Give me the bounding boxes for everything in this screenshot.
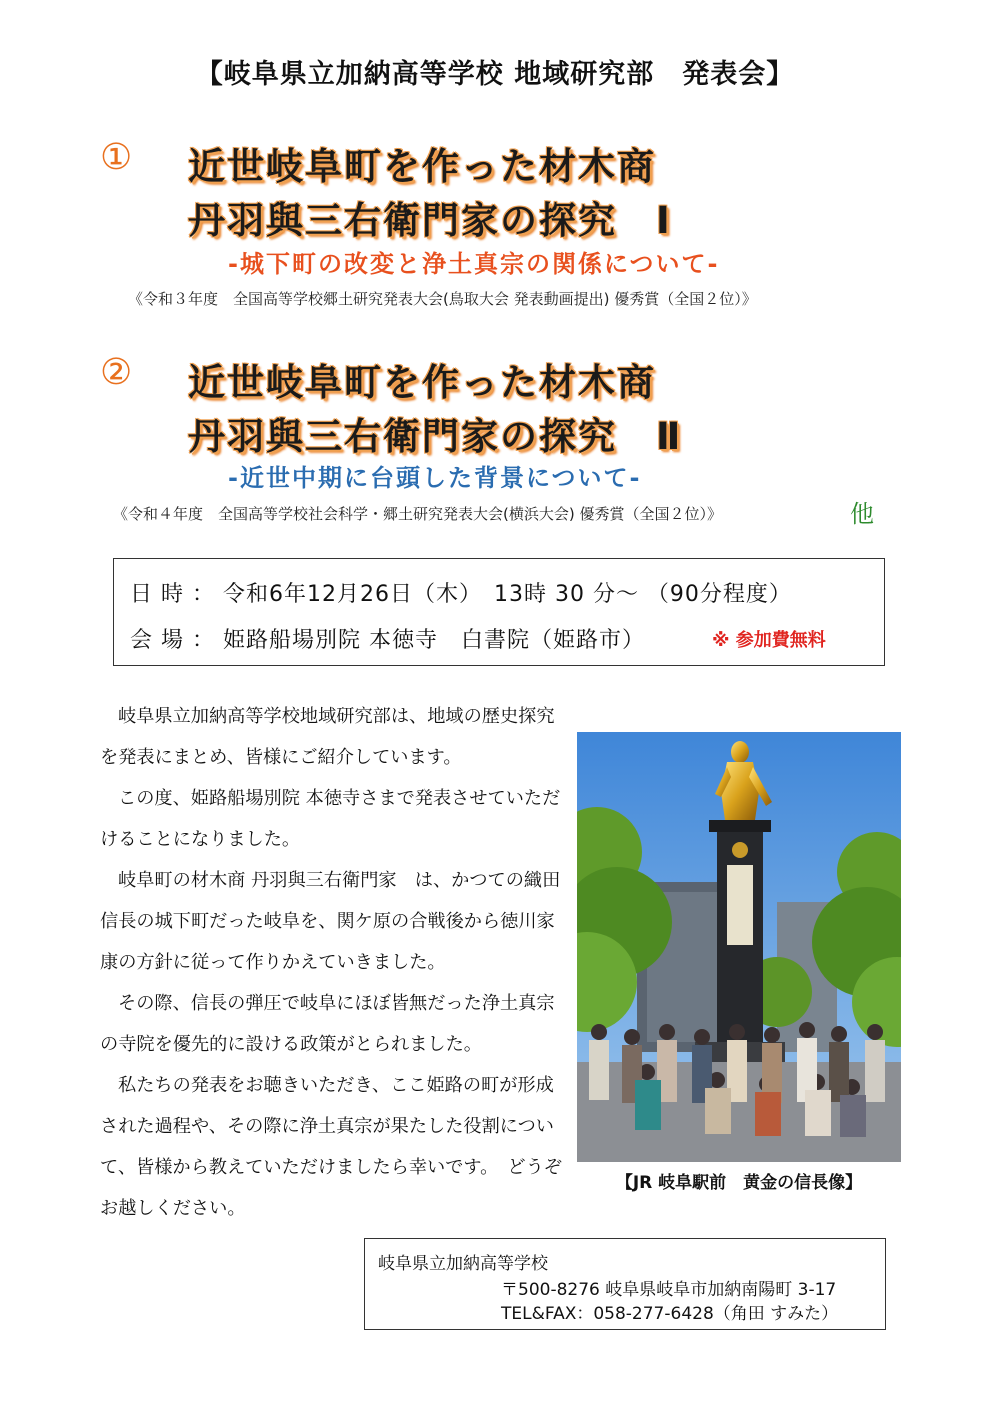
event-info-box: [113, 558, 885, 666]
body-text: [100, 696, 562, 1229]
contact-box: [364, 1238, 886, 1330]
event-venue: 会 場 ： 姫路船場別院 本徳寺 白書院（姫路市）: [130, 628, 645, 653]
item-1-title-line1: 近世岐阜町を作った材木商: [188, 145, 656, 188]
school-contact: TEL&FAX：058-277-6428（角田 すみた）: [501, 1304, 839, 1324]
item-2-award: 《令和４年度 全国高等学校社会科学・郷土研究発表大会(横浜大会) 優秀賞（全国２位）》: [113, 505, 722, 523]
photo-caption: 【JR 岐阜駅前 黄金の信長像】: [615, 1173, 863, 1193]
event-datetime: 日 時 ： 令和6年12月26日（木） 13時 30 分～ （90分程度）: [130, 582, 792, 607]
body-paragraph-4: その際、信長の弾圧で岐阜にほぼ皆無だった浄土真宗の寺院を優先的に設ける政策がとられました。: [100, 993, 555, 1055]
item-2-subtitle: -近世中期に台頭した背景について-: [228, 464, 642, 492]
item-2-title-line1: 近世岐阜町を作った材木商: [188, 361, 656, 404]
other-label: 他: [850, 500, 874, 528]
nobunaga-statue-photo: [577, 732, 901, 1162]
item-1-subtitle: -城下町の改変と浄土真宗の関係について-: [228, 250, 720, 278]
item-2-title-line2: 丹羽與三右衛門家の探究 Ⅱ: [188, 415, 683, 458]
item-1-title-line2: 丹羽與三右衛門家の探究 Ⅰ: [188, 199, 672, 242]
body-paragraph-2: この度、姫路船場別院 本徳寺さまで発表させていただけることになりました。: [100, 788, 561, 850]
item-1-award: 《令和３年度 全国高等学校郷土研究発表大会(鳥取大会 発表動画提出) 優秀賞（全国２位）》: [128, 290, 757, 308]
school-address: 〒500-8276 岐阜県岐阜市加納南陽町 3-17: [501, 1280, 837, 1300]
body-paragraph-5: 私たちの発表をお聴きいただき、ここ姫路の町が形成された過程や、その際に浄土真宗が果たした役割について、皆様から教えていただけましたら幸いです。 どうぞお越しください。: [100, 1075, 562, 1219]
page-header: 【岐阜県立加納高等学校 地域研究部 発表会】: [195, 59, 795, 90]
fee-note: ※ 参加費無料: [712, 630, 826, 651]
school-name: 岐阜県立加納高等学校: [378, 1254, 548, 1274]
body-paragraph-3: 岐阜町の材木商 丹羽與三右衛門家 は、かつての織田信長の城下町だった岐阜を、関ケ原の合戦後から徳川家康の方針に従って作りかえていきました。: [100, 870, 561, 973]
item-2-number: ②: [100, 352, 133, 393]
item-1-number: ①: [100, 137, 133, 178]
body-paragraph-1: 岐阜県立加納高等学校地域研究部は、地域の歴史探究を発表にまとめ、皆様にご紹介しています。: [100, 706, 555, 768]
